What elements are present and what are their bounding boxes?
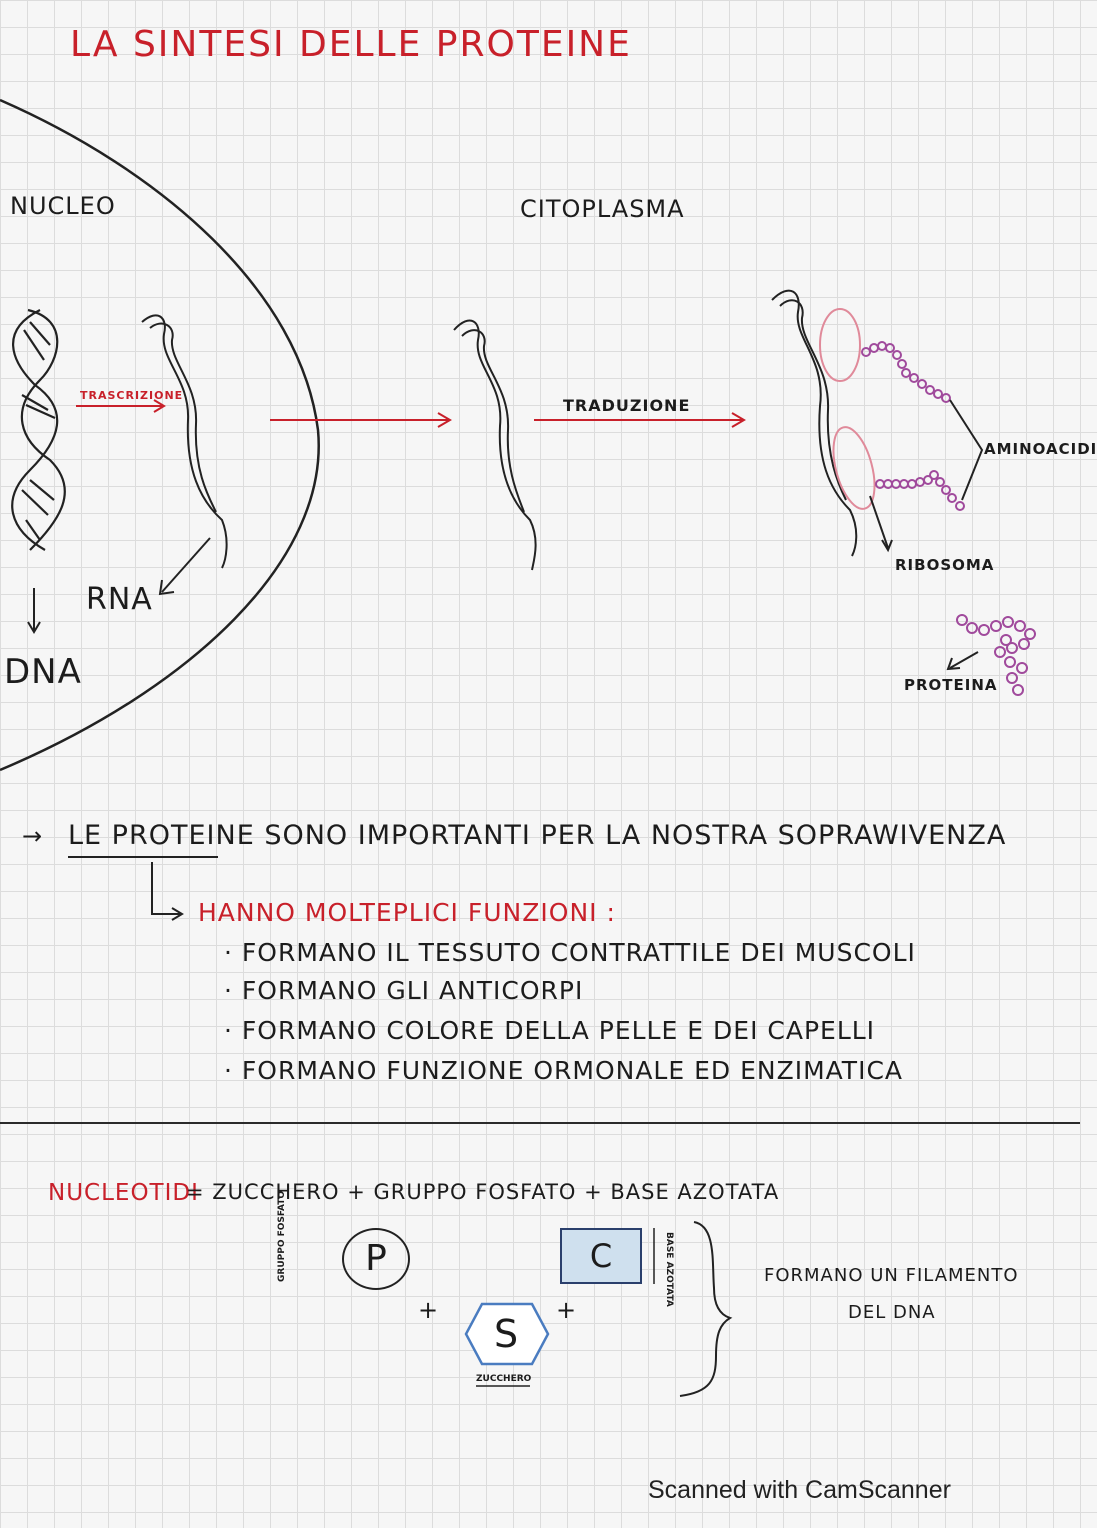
result-line-1: FORMANO UN FILAMENTO [764,1265,1019,1286]
curly-brace-icon [680,1222,730,1396]
section-divider [0,1122,1080,1124]
traduzione-label: TRADUZIONE [563,396,691,415]
amino-acid-chain-lower-icon [876,471,964,510]
aminoacidi-label: AMINOACIDI [984,440,1097,458]
rna-strand-icon [142,315,227,568]
citoplasma-label: CITOPLASMA [520,195,685,223]
function-item: · FORMANO FUNZIONE ORMONALE ED ENZIMATICA [224,1056,904,1085]
nucleo-label: NUCLEO [10,192,116,220]
dna-label: DNA [4,652,82,692]
page-title: LA SINTESI DELLE PROTEINE [70,24,632,65]
base-symbol: C [589,1237,613,1275]
rna-label: RNA [86,582,153,617]
statement-arrow-icon: → [22,822,43,850]
sugar-symbol: S [493,1312,519,1356]
gruppo-fosfato-label: GRUPPO FOSFATO [277,1190,287,1282]
rna-ribosome-icon [772,291,856,556]
nucleotidi-formula: = ZUCCHERO + GRUPPO FOSFATO + BASE AZOTATA [186,1180,780,1204]
amino-acid-chain-upper-icon [862,342,950,402]
aminoacidi-bracket-icon [950,400,982,500]
phosphate-symbol: P [365,1238,387,1279]
rna-cytoplasm-icon [454,321,536,570]
functions-heading: HANNO MOLTEPLICI FUNZIONI : [198,898,616,927]
statement-text: LE PROTEINE SONO IMPORTANTI PER LA NOSTRA SOPRAWIVENZA [68,820,1007,851]
proteina-label: PROTEINA [904,676,998,694]
ribosome-upper-icon [820,309,860,381]
function-item: · FORMANO IL TESSUTO CONTRATTILE DEI MUSCOLI [224,938,916,967]
ribosoma-label: RIBOSOMA [895,556,995,574]
trascrizione-label: TRASCRIZIONE [80,389,184,402]
plus-sign: + [418,1296,439,1324]
functions-arrow-icon [152,862,182,920]
proteina-arrow-icon [948,652,978,669]
function-item: · FORMANO GLI ANTICORPI [224,976,584,1005]
rna-arrow-icon [160,538,210,594]
function-item: · FORMANO COLORE DELLA PELLE E DEI CAPELLI [224,1016,876,1045]
export-arrow-icon [270,413,450,427]
zucchero-label: ZUCCHERO [476,1374,532,1384]
plus-sign: + [556,1296,577,1324]
camscanner-watermark: Scanned with CamScanner [648,1476,951,1504]
base-azotata-label: BASE AZOTATA [664,1232,674,1307]
result-line-2: DEL DNA [848,1302,936,1323]
dna-helix-icon [12,310,65,550]
dna-arrow-icon [28,588,40,632]
ribosoma-arrow-icon [870,496,892,550]
traduzione-arrow-icon [534,413,744,427]
nucleotidi-heading: NUCLEOTIDI [48,1180,199,1206]
